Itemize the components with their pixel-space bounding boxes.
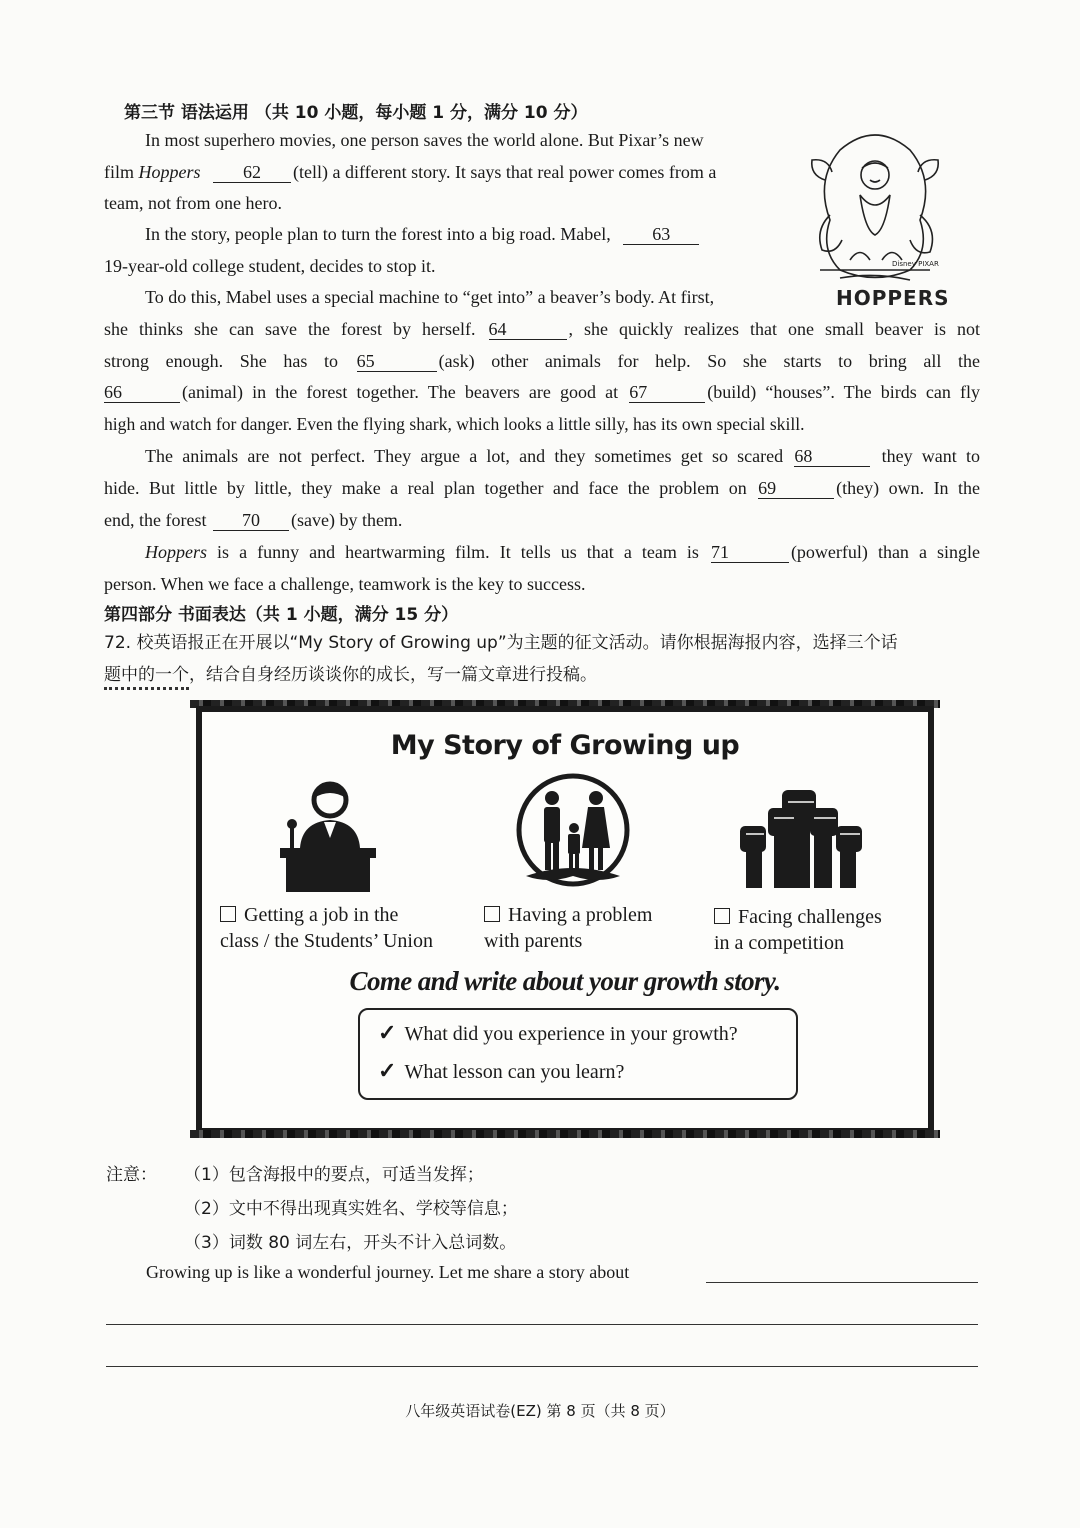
question-1 — [378, 1020, 738, 1046]
section3-heading: 第三节 语法运用 （共 10 小题，每小题 1 分，满分 10 分） — [124, 103, 588, 123]
p3-line1: To do this, Mabel uses a special machine to “get into” a beaver’s body. At first, — [145, 287, 715, 307]
checkmark-icon: ✓ — [378, 1020, 397, 1045]
p5-line1-b: (powerful) than a single — [790, 542, 980, 562]
p5-line1 — [145, 542, 980, 563]
p4-line1-a: The animals are not perfect. They argue a lot, and they sometimes get so scared — [145, 446, 784, 466]
p3-line3 — [104, 351, 980, 372]
blank-64[interactable]: 64 — [489, 319, 567, 340]
pixar-brand: Disney PIXAR — [892, 260, 939, 268]
option-3-line2: in a competition — [714, 932, 844, 954]
blank-65[interactable]: 65 — [357, 351, 437, 372]
p2-line1-text: In the story, people plan to turn the forest into a big road. Mabel, — [145, 224, 611, 244]
p4-line2-a: hide. But little by little, they make a real plan together and face the problem on — [104, 478, 747, 498]
notes-label: 注意： — [106, 1165, 157, 1185]
poster-title: My Story of Growing up — [390, 730, 740, 761]
p3-line3-b: (ask) other animals for help. So she starts to bring all the — [438, 351, 981, 371]
page-footer: 八年级英语试卷(EZ) 第 8 页（共 8 页） — [405, 1402, 675, 1420]
p3-line2 — [104, 319, 980, 340]
q72-emphasis: 题中的一个 — [104, 665, 189, 690]
p4-line3-a: end, the forest — [104, 510, 207, 530]
writing-line-2[interactable] — [106, 1366, 978, 1367]
p4-line1-b: they want to — [881, 446, 981, 466]
option-1[interactable] — [220, 902, 433, 954]
p1-line1: In most superhero movies, one person saves the world alone. But Pixar’s new — [145, 130, 704, 150]
p3-line2-a: she thinks she can save the forest by herself. — [104, 319, 476, 339]
p3-line3-a: strong enough. She has to — [104, 351, 339, 371]
option-2-checkbox[interactable] — [484, 906, 500, 922]
blank-63[interactable]: 63 — [623, 224, 699, 245]
p1-line3: team, not from one hero. — [104, 193, 282, 213]
q72-line1: 72. 校英语报正在开展以“My Story of Growing up”为主题的征文活动。请你根据海报内容，选择三个话 — [104, 633, 898, 653]
poster — [196, 706, 934, 1134]
section4-heading: 第四部分 书面表达（共 1 小题，满分 15 分） — [104, 605, 459, 625]
p3-line4-b: (build) “houses”. The birds can fly — [707, 382, 980, 402]
option-3-line1: Facing challenges — [738, 906, 882, 928]
note-2: （2）文中不得出现真实姓名、学校等信息； — [184, 1199, 518, 1219]
questions-box — [358, 1008, 798, 1100]
p4-line2-b: (they) own. In the — [836, 478, 981, 498]
p4-line2 — [104, 478, 980, 499]
speaker-at-podium-icon — [276, 778, 380, 894]
film-title: Hoppers — [138, 162, 201, 182]
p1-line2 — [104, 162, 716, 183]
p2-line2: 19-year-old college student, decides to stop it. — [104, 256, 436, 276]
question-1-text: What did you experience in your growth? — [404, 1023, 738, 1045]
p1-line2-rest: (tell) a different story. It says that real power comes from a — [293, 162, 717, 182]
blank-71[interactable]: 71 — [711, 542, 789, 563]
p2-line1 — [145, 224, 701, 245]
writing-starter: Growing up is like a wonderful journey. Let me share a story about — [146, 1262, 630, 1282]
film-title-2: Hoppers — [145, 542, 207, 562]
note-3: （3）词数 80 词左右，开头不计入总词数。 — [184, 1233, 517, 1253]
p3-line4-a: (animal) in the forest together. The beavers are good at — [182, 382, 619, 402]
p4-line3-b: (save) by them. — [290, 510, 403, 530]
writing-line-0[interactable] — [706, 1282, 978, 1283]
option-3-checkbox[interactable] — [714, 908, 730, 924]
checkmark-icon: ✓ — [378, 1058, 397, 1083]
q72-line2 — [104, 660, 597, 685]
blank-68[interactable]: 68 — [794, 446, 870, 467]
option-3[interactable] — [714, 904, 882, 956]
option-2-line1: Having a problem — [508, 904, 653, 926]
hoppers-logo: HOPPERS — [836, 286, 950, 310]
question-2-text: What lesson can you learn? — [404, 1061, 625, 1083]
option-1-line2: class / the Students’ Union — [220, 930, 433, 952]
p5-line2: person. When we face a challenge, teamwork is the key to success. — [104, 574, 586, 594]
question-2 — [378, 1058, 624, 1084]
writing-line-1[interactable] — [106, 1324, 978, 1325]
p4-line3 — [104, 510, 402, 531]
p1-film-prefix: film — [104, 162, 139, 182]
raised-fists-icon — [736, 788, 866, 892]
blank-66[interactable]: 66 — [104, 382, 180, 403]
option-2[interactable] — [484, 902, 652, 954]
family-icon — [508, 772, 638, 896]
option-1-line1: Getting a job in the — [244, 904, 399, 926]
p3-line2-b: , she quickly realizes that one small beaver is not — [568, 319, 981, 339]
blank-70[interactable]: 70 — [213, 510, 289, 531]
p3-line4 — [104, 382, 980, 403]
blank-62[interactable]: 62 — [213, 162, 291, 183]
p5-line1-a: is a funny and heartwarming film. It tells us that a team is — [207, 542, 699, 562]
q72-line2-rest: ，结合自身经历谈谈你的成长，写一篇文章进行投稿。 — [189, 665, 597, 685]
poster-slogan: Come and write about your growth story. — [349, 966, 781, 996]
blank-69[interactable]: 69 — [758, 478, 834, 499]
poster-border-bottom — [190, 1130, 940, 1138]
blank-67[interactable]: 67 — [629, 382, 705, 403]
note-1: （1）包含海报中的要点，可适当发挥； — [184, 1165, 484, 1185]
option-2-line2: with parents — [484, 930, 583, 952]
option-1-checkbox[interactable] — [220, 906, 236, 922]
hoppers-illustration — [800, 120, 950, 315]
p4-line1 — [145, 446, 980, 467]
p3-line5: high and watch for danger. Even the flying shark, which looks a little silly, has its own special skill. — [104, 414, 805, 434]
